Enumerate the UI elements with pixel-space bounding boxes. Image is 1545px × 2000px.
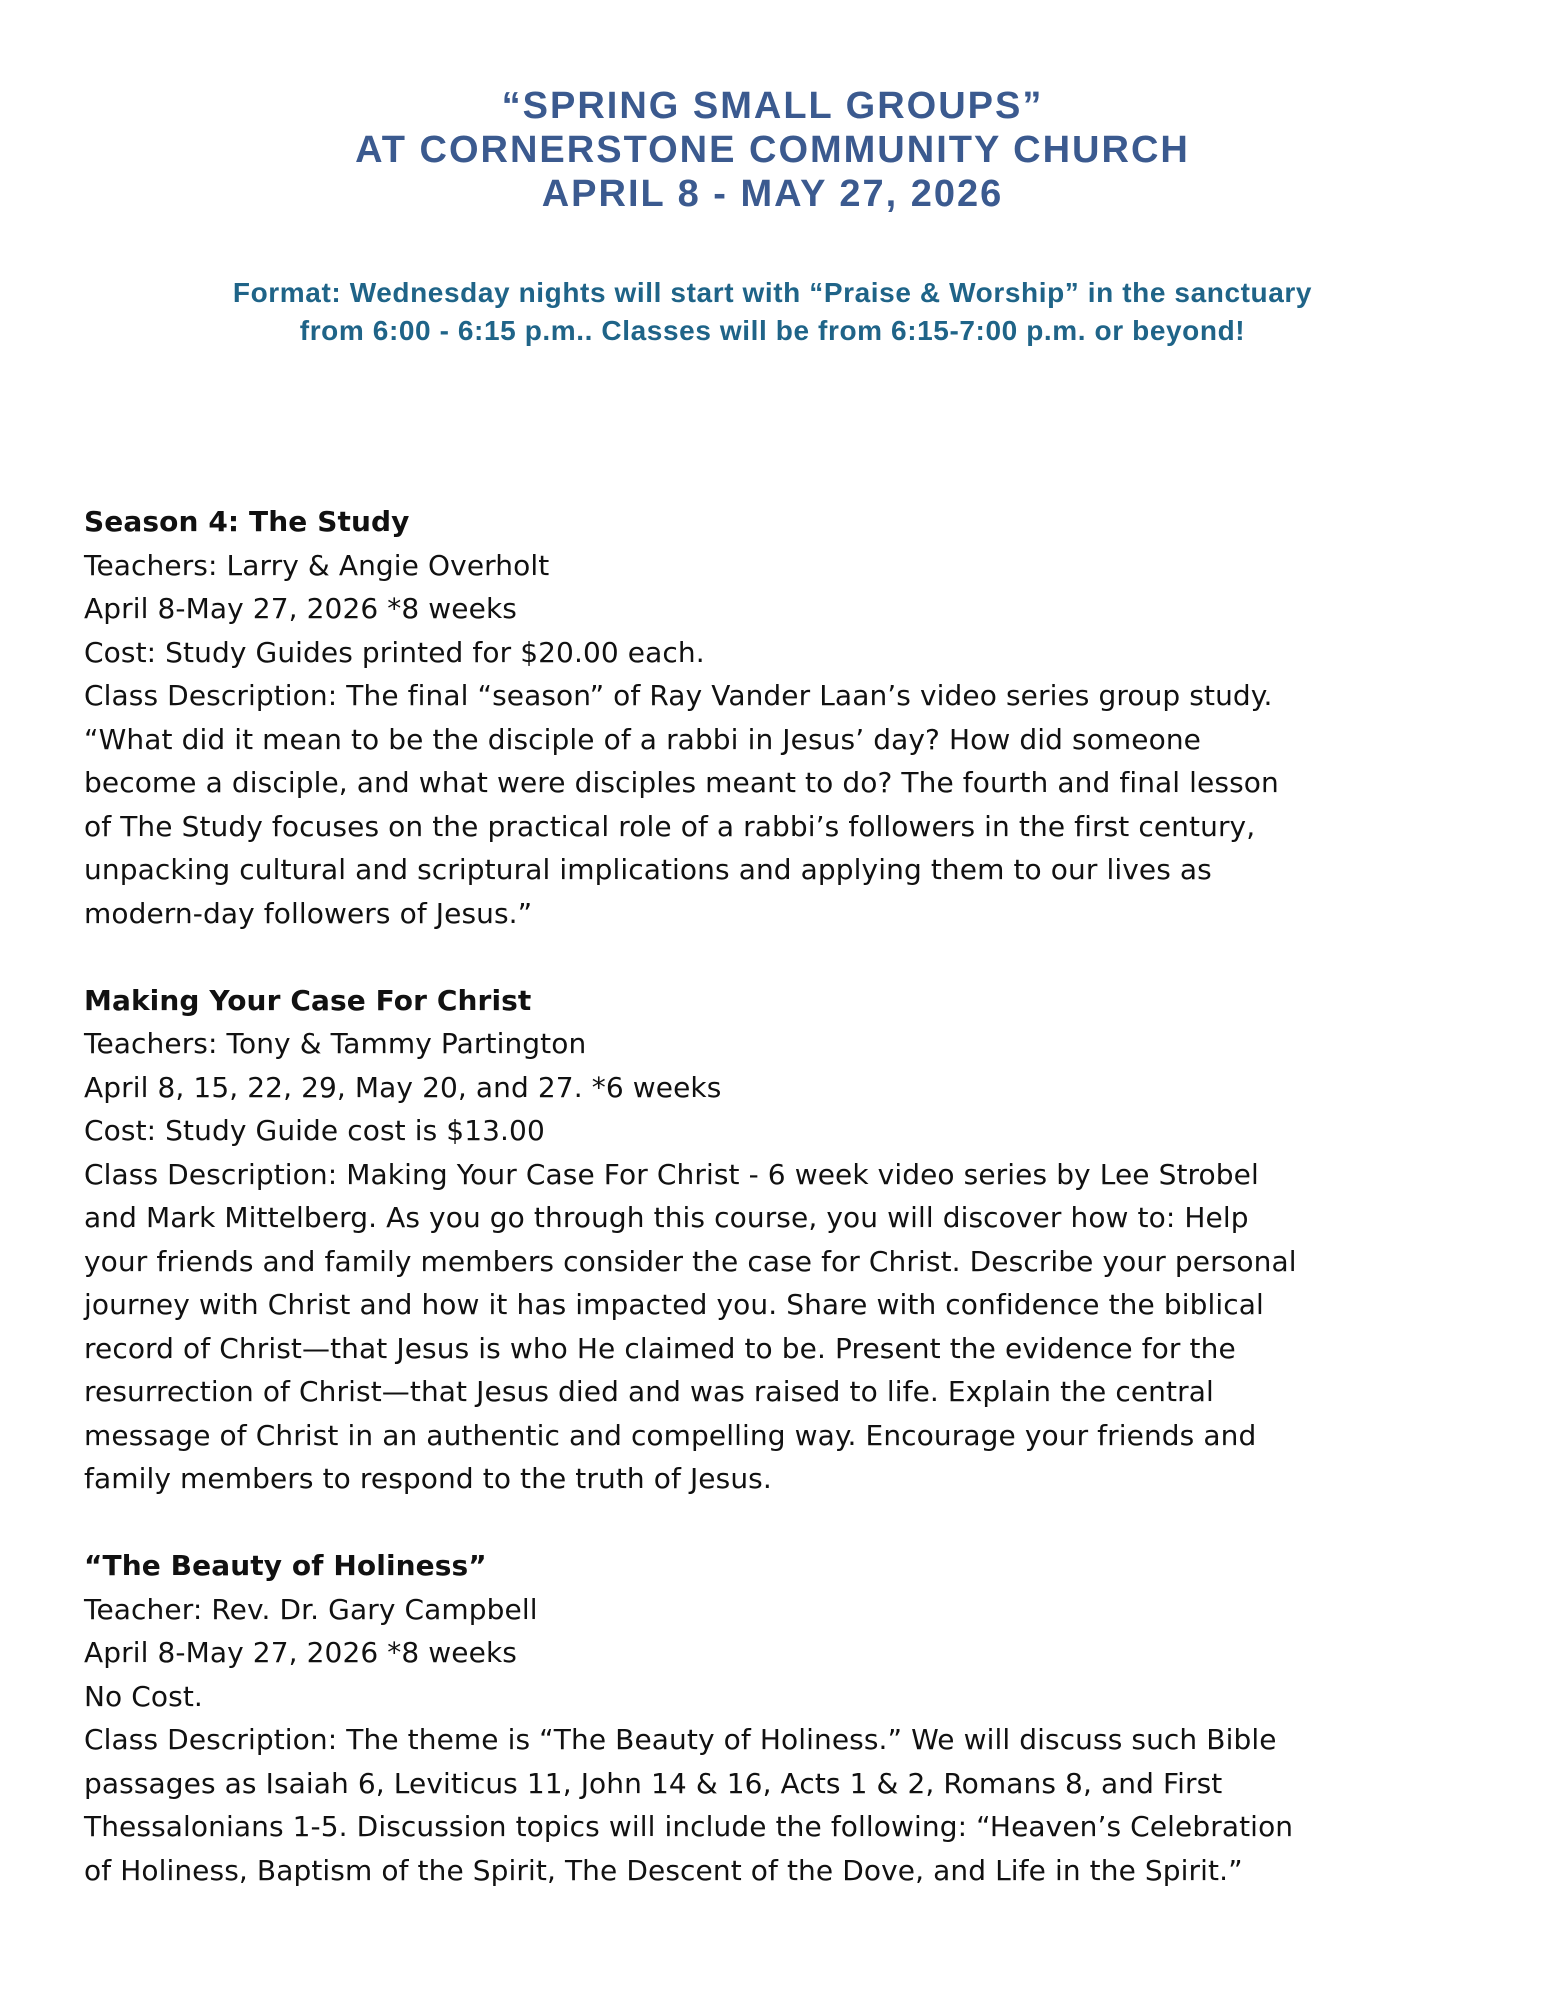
document-header (0, 84, 1545, 216)
class-description-line: of The Study focuses on the practical role of a rabbi’s followers in the first century, (84, 809, 1256, 843)
class-dates: April 8, 15, 22, 29, May 20, and 27. *6 weeks (84, 1070, 722, 1104)
format-line-2: from 6:00 - 6:15 p.m.. Classes will be from 6:15-7:00 p.m. or beyond! (299, 315, 1246, 346)
class-description-line: of Holiness, Baptism of the Spirit, The Descent of the Dove, and Life in the Spirit.” (84, 1853, 1243, 1887)
class-teachers: Teachers: Larry & Angie Overholt (84, 548, 550, 582)
class-description-line: resurrection of Christ—that Jesus died and was raised to life. Explain the central (84, 1375, 1214, 1408)
header-date-range: APRIL 8 - MAY 27, 2026 (541, 173, 1004, 215)
format-note (0, 274, 1545, 350)
header-church-name: AT CORNERSTONE COMMUNITY CHURCH (355, 129, 1190, 171)
class-description-line: your friends and family members consider the case for Christ. Describe your personal (84, 1244, 1297, 1278)
class-teachers: Teachers: Tony & Tammy Partington (84, 1027, 587, 1060)
class-description-line: message of Christ in an authentic and compelling way. Encourage your friends and (84, 1418, 1257, 1452)
class-description-line: and Mark Mittelberg. As you go through this course, you will discover how to: Help (84, 1201, 1249, 1234)
class-section-case-for-christ (84, 979, 1464, 1501)
class-description-line: Class Description: The final “season” of Ray Vander Laan’s video series group study. (84, 679, 1273, 712)
class-cost: Cost: Study Guide cost is $13.00 (84, 1114, 545, 1147)
class-title: Making Your Case For Christ (84, 983, 532, 1017)
class-section-beauty-of-holiness (84, 1544, 1464, 1892)
class-description-line: Thessalonians 1-5. Discussion topics will include the following: “Heaven’s Celebration (84, 1810, 1294, 1843)
class-description-line: unpacking cultural and scriptural implications and applying them to our lives as (84, 853, 1212, 886)
class-dates: April 8-May 27, 2026 *8 weeks (84, 1636, 517, 1669)
class-cost: No Cost. (84, 1679, 203, 1713)
class-description-line: Class Description: The theme is “The Beauty of Holiness.” We will discuss such Bible (84, 1723, 1277, 1756)
class-description-line: “What did it mean to be the disciple of a rabbi in Jesus’ day? How did someone (84, 722, 1201, 756)
class-dates: April 8-May 27, 2026 *8 weeks (84, 592, 517, 625)
format-line-1: Format: Wednesday nights will start with “Praise & Worship” in the sanctuary (232, 277, 1313, 308)
class-description-line: become a disciple, and what were disciples meant to do? The fourth and final lesson (84, 766, 1279, 799)
class-list (84, 500, 1464, 1936)
class-description-line: journey with Christ and how it has impacted you. Share with confidence the biblical (84, 1288, 1264, 1321)
class-cost: Cost: Study Guides printed for $20.00 each. (84, 635, 705, 669)
class-description-line: modern-day followers of Jesus.” (84, 896, 533, 930)
class-title: “The Beauty of Holiness” (84, 1549, 487, 1582)
class-description-line: family members to respond to the truth of Jesus. (84, 1462, 772, 1495)
class-description-line: record of Christ—that Jesus is who He claimed to be. Present the evidence for the (84, 1331, 1236, 1365)
class-description-line: Class Description: Making Your Case For Christ - 6 week video series by Lee Strobel (84, 1157, 1259, 1191)
class-description-line: passages as Isaiah 6, Leviticus 11, John 14 & 16, Acts 1 & 2, Romans 8, and First (84, 1766, 1223, 1800)
class-title: Season 4: The Study (84, 505, 410, 538)
header-title: “SPRING SMALL GROUPS” (501, 85, 1044, 127)
class-section-the-study (84, 500, 1464, 935)
class-teachers: Teacher: Rev. Dr. Gary Campbell (84, 1592, 538, 1626)
